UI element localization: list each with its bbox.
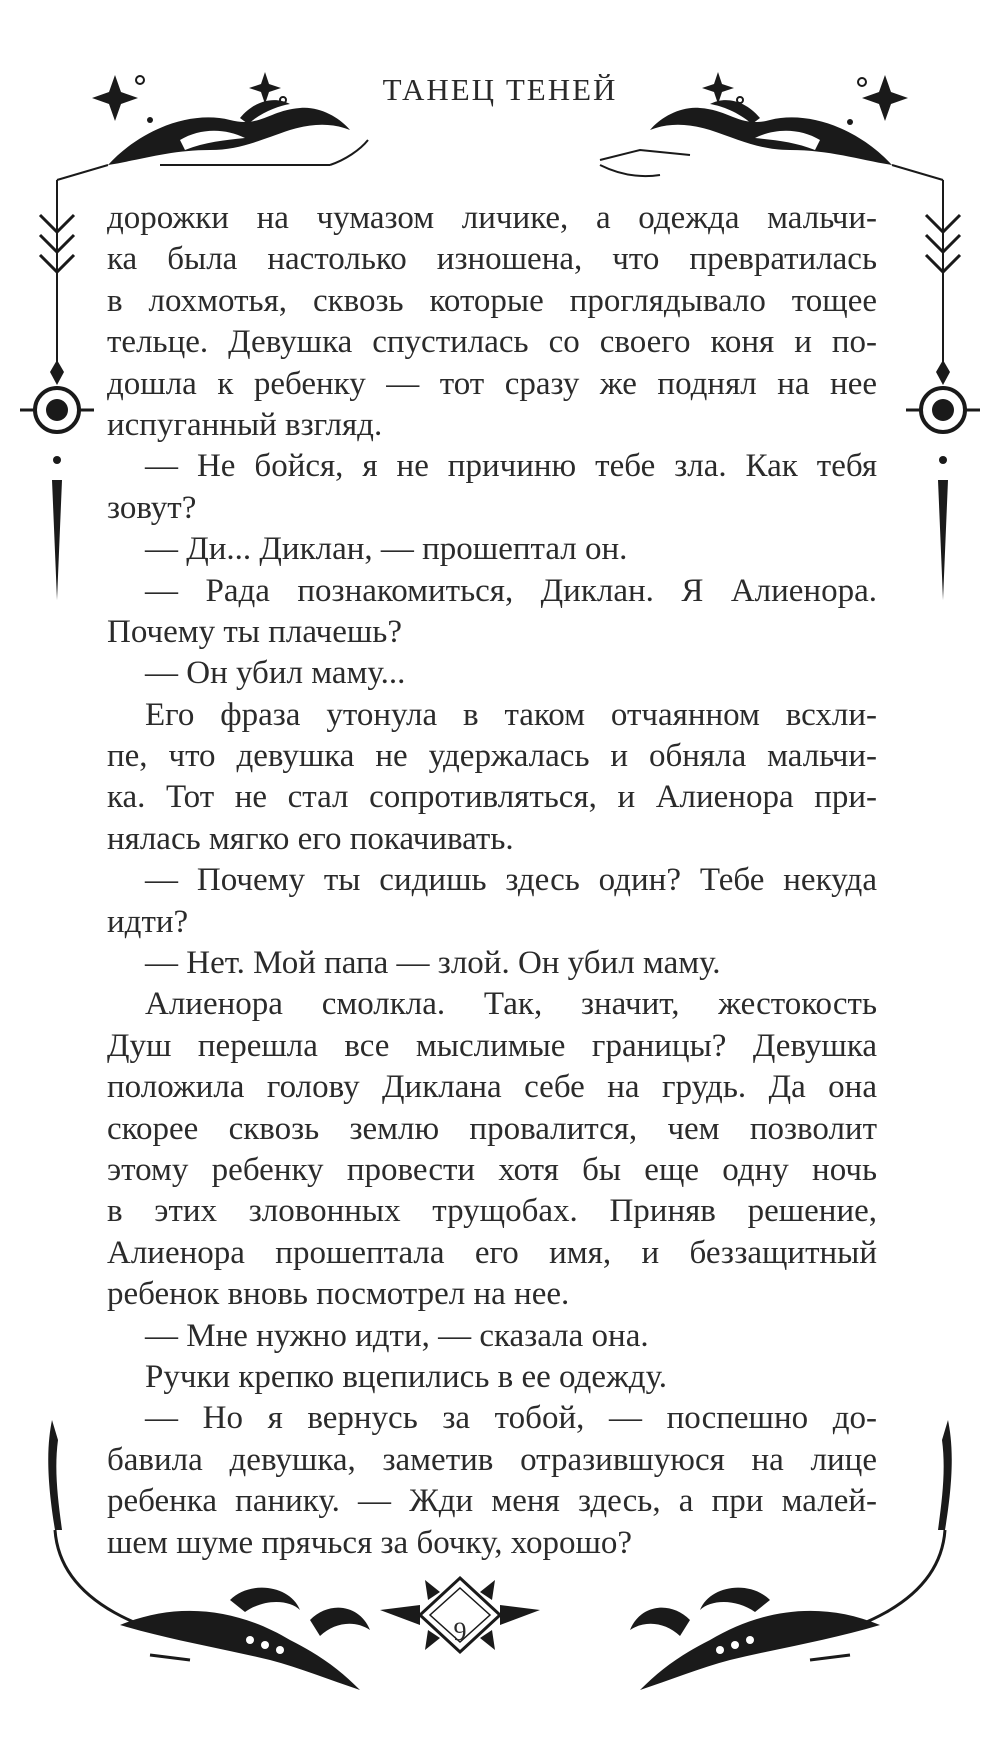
text-line: — Но я вернусь за тобой, — поспешно до-	[145, 1400, 877, 1437]
text-line: испуганный взгляд.	[107, 406, 383, 443]
text-line: этому ребенку провести хотя бы еще одну ночь	[107, 1151, 877, 1188]
running-title: ТАНЕЦ ТЕНЕЙ	[382, 72, 618, 107]
text-line: в этих зловонных трущобах. Приняв решение,	[107, 1193, 877, 1230]
text-line: нялась мягко его покачивать.	[107, 820, 514, 857]
text-line: шем шуме прячься за бочку, хорошо?	[107, 1524, 633, 1561]
text-line: Алиенора смолкла. Так, значит, жестокость	[145, 986, 877, 1023]
text-line: идти?	[107, 903, 189, 940]
text-line: Его фраза утонула в таком отчаянном всхли-	[145, 696, 877, 733]
text-line: скорее сквозь землю провалится, чем позволит	[107, 1110, 877, 1147]
text-line: — Ди... Диклан, — прошептал он.	[145, 531, 628, 568]
text-line: — Рада познакомиться, Диклан. Я Алиенора.	[145, 572, 877, 609]
text-line: — Нет. Мой папа — злой. Он убил маму.	[145, 945, 721, 982]
text-line: дошла к ребенку — тот сразу же поднял на нее	[107, 365, 877, 402]
text-line: — Мне нужно идти, — сказала она.	[145, 1317, 649, 1354]
text-line: тельце. Девушка спустилась со своего коня и по-	[107, 324, 877, 361]
text-line: Душ перешла все мыслимые границы? Девушка	[107, 1027, 877, 1064]
body-text	[107, 198, 877, 1564]
text-line: положила голову Диклана себе на грудь. Да она	[107, 1069, 877, 1106]
text-line: Алиенора прошептала его имя, и беззащитный	[107, 1234, 877, 1271]
text-line: — Почему ты сидишь здесь один? Тебе некуда	[145, 862, 877, 899]
text-line: Почему ты плачешь?	[107, 613, 403, 650]
text-line: бавила девушка, заметив отразившуюся на лице	[107, 1441, 877, 1478]
text-line: пе, что девушка не удержалась и обняла мальчи-	[107, 738, 877, 775]
page-number: 9	[453, 1617, 467, 1646]
text-line: зовут?	[107, 489, 197, 526]
text-line: ка была настолько изношена, что превратилась	[107, 241, 877, 278]
text-line: — Он убил маму...	[145, 655, 406, 692]
text-line: — Не бойся, я не причиню тебе зла. Как тебя	[145, 448, 877, 485]
text-line: ка. Тот не стал сопротивляться, и Алиенора при-	[107, 779, 877, 816]
text-line: в лохмотья, сквозь которые проглядывало тощее	[107, 282, 877, 319]
text-line: ребенка панику. — Жди меня здесь, а при малей-	[107, 1483, 877, 1520]
text-line: Ручки крепко вцепились в ее одежду.	[145, 1358, 668, 1395]
text-line: ребенок вновь посмотрел на нее.	[107, 1276, 570, 1313]
text-line: дорожки на чумазом личике, а одежда мальчи-	[107, 200, 877, 236]
